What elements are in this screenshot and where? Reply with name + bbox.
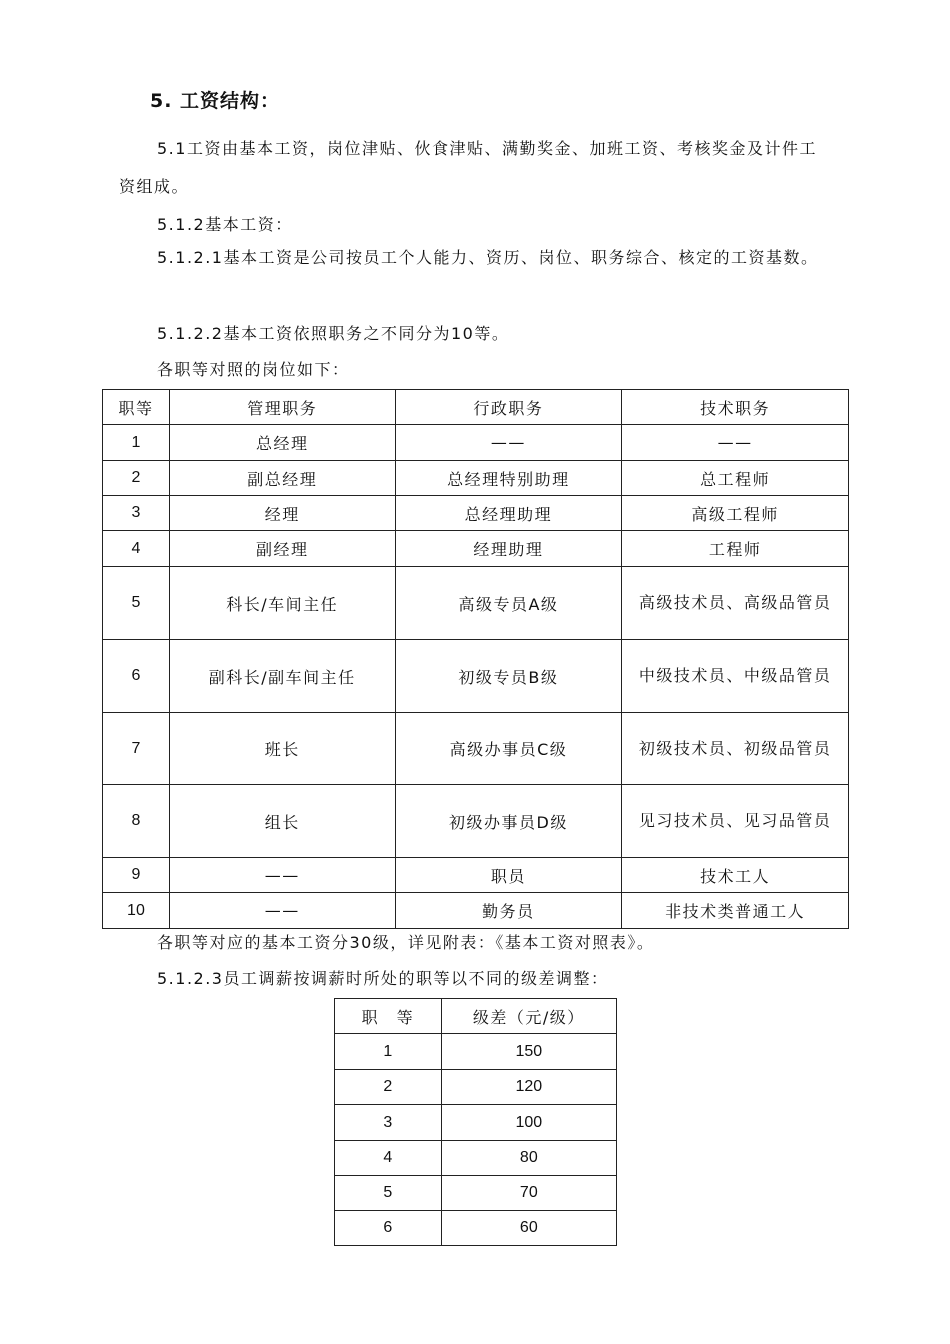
management-cell: 副总经理 — [169, 461, 395, 496]
difference-cell: 60 — [441, 1211, 616, 1246]
administrative-cell: 总经理特别助理 — [395, 461, 622, 496]
technical-cell: 高级工程师 — [622, 496, 849, 531]
table-row — [103, 640, 849, 713]
table-row — [103, 785, 849, 858]
management-cell: 副科长/副车间主任 — [169, 640, 395, 713]
rank-cell: 1 — [103, 425, 170, 461]
paragraph-5-1: 5.1工资由基本工资，岗位津贴、伙食津贴、满勤奖金、加班工资、考核奖金及计件工资组成。 — [119, 139, 817, 196]
rank-cell: 2 — [103, 461, 170, 496]
paragraph-5-1-2-1: 5.1.2.1基本工资是公司按员工个人能力、资历、岗位、职务综合、核定的工资基数。 — [157, 248, 819, 267]
table-intro: 各职等对照的岗位如下： — [157, 360, 350, 379]
paragraph-5-1-2: 5.1.2基本工资： — [157, 215, 293, 234]
rank-cell: 5 — [335, 1176, 442, 1211]
technical-cell: 高级技术员、高级品管员 — [622, 567, 849, 640]
administrative-cell: 初级专员B级 — [395, 640, 622, 713]
table-row — [103, 461, 849, 496]
management-cell: —— — [169, 858, 395, 893]
table-row — [103, 567, 849, 640]
rank-position-table — [102, 389, 849, 929]
rank-cell: 5 — [103, 567, 170, 640]
header-technical: 技术职务 — [622, 390, 849, 425]
management-cell: 总经理 — [169, 425, 395, 461]
after-table-note: 各职等对应的基本工资分30级，详见附表：《基本工资对照表》。 — [157, 933, 655, 952]
rank-cell: 6 — [103, 640, 170, 713]
rank-cell: 2 — [335, 1070, 442, 1105]
table-header-row — [103, 390, 849, 425]
rank-cell: 4 — [335, 1141, 442, 1176]
table-row — [103, 893, 849, 929]
administrative-cell: 勤务员 — [395, 893, 622, 929]
management-cell: 组长 — [169, 785, 395, 858]
administrative-cell: 初级办事员D级 — [395, 785, 622, 858]
table-row — [335, 1141, 617, 1176]
header-rank: 职等 — [103, 390, 170, 425]
rank-cell: 3 — [335, 1105, 442, 1141]
difference-cell: 70 — [441, 1176, 616, 1211]
table-row — [335, 1176, 617, 1211]
technical-cell: 非技术类普通工人 — [622, 893, 849, 929]
difference-cell: 80 — [441, 1141, 616, 1176]
technical-cell: 总工程师 — [622, 461, 849, 496]
management-cell: 经理 — [169, 496, 395, 531]
technical-cell: 工程师 — [622, 531, 849, 567]
table-row — [103, 713, 849, 785]
header-rank: 职 等 — [335, 999, 442, 1034]
rank-cell: 6 — [335, 1211, 442, 1246]
administrative-cell: 经理助理 — [395, 531, 622, 567]
rank-cell: 8 — [103, 785, 170, 858]
table-header-row — [335, 999, 617, 1034]
technical-cell: 技术工人 — [622, 858, 849, 893]
difference-cell: 100 — [441, 1105, 616, 1141]
rank-cell: 1 — [335, 1034, 442, 1070]
administrative-cell: 高级办事员C级 — [395, 713, 622, 785]
paragraph-5-1-2-2: 5.1.2.2基本工资依照职务之不同分为10等。 — [157, 324, 510, 343]
header-administrative: 行政职务 — [395, 390, 622, 425]
management-cell: 科长/车间主任 — [169, 567, 395, 640]
paragraph-5-1-2-3: 5.1.2.3员工调薪按调薪时所处的职等以不同的级差调整： — [157, 969, 609, 988]
header-management: 管理职务 — [169, 390, 395, 425]
administrative-cell: 总经理助理 — [395, 496, 622, 531]
technical-cell: 中级技术员、中级品管员 — [622, 640, 849, 713]
administrative-cell: —— — [395, 425, 622, 461]
difference-cell: 150 — [441, 1034, 616, 1070]
technical-cell: 见习技术员、见习品管员 — [622, 785, 849, 858]
table-row — [335, 1034, 617, 1070]
table-row — [103, 858, 849, 893]
section-heading: 5. 工资结构： — [150, 90, 281, 112]
table-row — [335, 1105, 617, 1141]
rank-cell: 4 — [103, 531, 170, 567]
rank-cell: 9 — [103, 858, 170, 893]
management-cell: 副经理 — [169, 531, 395, 567]
table-row — [335, 1211, 617, 1246]
table-row — [335, 1070, 617, 1105]
administrative-cell: 职员 — [395, 858, 622, 893]
difference-cell: 120 — [441, 1070, 616, 1105]
management-cell: —— — [169, 893, 395, 929]
rank-cell: 7 — [103, 713, 170, 785]
management-cell: 班长 — [169, 713, 395, 785]
table-row — [103, 531, 849, 567]
technical-cell: 初级技术员、初级品管员 — [622, 713, 849, 785]
technical-cell: —— — [622, 425, 849, 461]
administrative-cell: 高级专员A级 — [395, 567, 622, 640]
table-row — [103, 496, 849, 531]
table-row — [103, 425, 849, 461]
rank-cell: 10 — [103, 893, 170, 929]
rank-cell: 3 — [103, 496, 170, 531]
grade-difference-table — [334, 998, 617, 1246]
header-grade-difference: 级差（元/级） — [441, 999, 616, 1034]
